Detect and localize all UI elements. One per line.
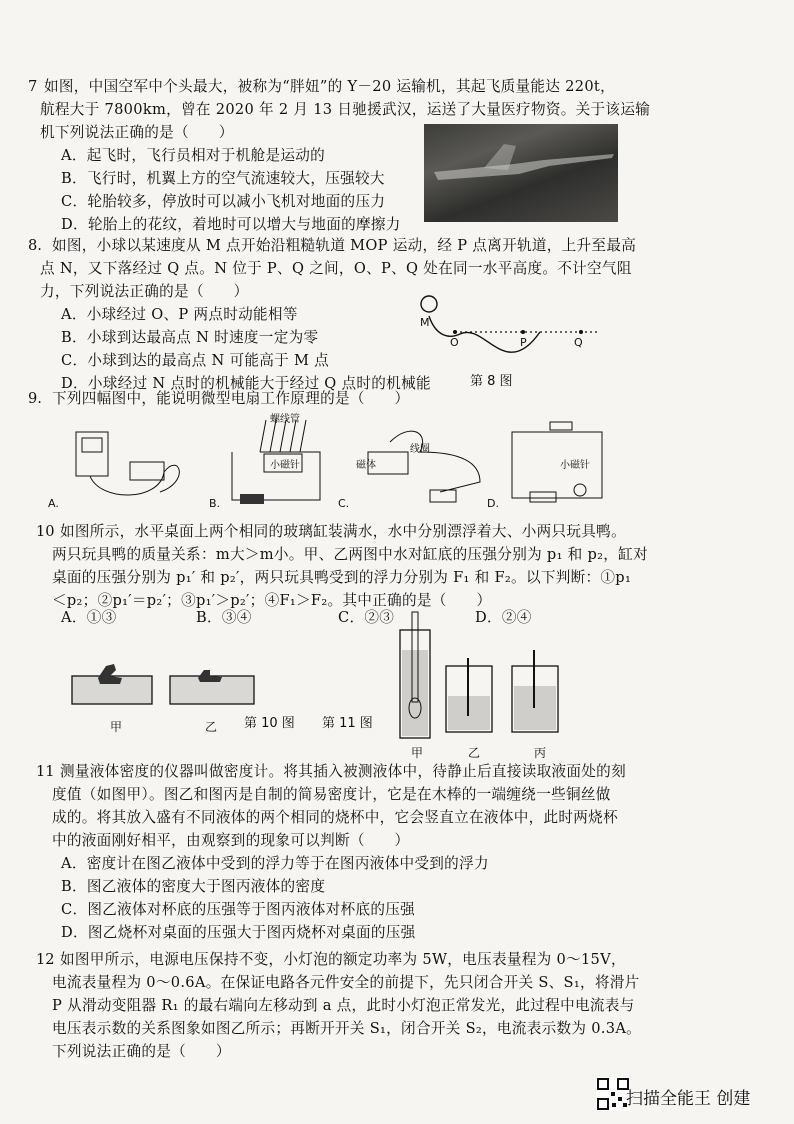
q10-line-3: 桌面的压强分别为 p₁′ 和 p₂′，两只玩具鸭受到的浮力分别为 F₁ 和 F₂。以下判断：①p₁ (52, 569, 632, 586)
q10-line-4: ＜p₂；②p₁′＝p₂′；③p₁′＞p₂′；④F₁＞F₂。其中正确的是（ ） (52, 592, 492, 609)
q8-line-1: 如图，小球以某速度从 M 点开始沿粗糙轨道 MOP 运动，经 P 点离开轨道，上升至最高 (52, 237, 637, 254)
q11-option-d: D．图乙烧杯对桌面的压强大于图丙烧杯对桌面的压强 (61, 924, 416, 941)
q9-number: 9. (28, 390, 42, 407)
q7-option-c: C．轮胎较多，停放时可以减小飞机对地面的压力 (61, 193, 386, 210)
q12-line-5: 下列说法正确的是（ ） (52, 1043, 231, 1060)
q9-text-solenoid: 螺线管 (270, 414, 300, 425)
q10-label-jia: 甲 (110, 720, 123, 734)
qr-code-icon (596, 1077, 630, 1111)
q7-line-1: 如图，中国空军中个头最大，被称为“胖妞”的 Y－20 运输机，其起飞质量能达 220t， (44, 78, 615, 95)
q7-line-2: 航程大于 7800km，曾在 2020 年 2 月 13 日驰援武汉，运送了大量医疗物资。关于该运输 (40, 101, 651, 118)
q8-number: 8. (28, 237, 42, 254)
q11-option-c: C．图乙液体对杯底的压强等于图丙液体对杯底的压强 (61, 901, 416, 918)
q10-option-b: B．③④ (196, 609, 252, 626)
q8-option-b: B．小球到达最高点 N 时速度一定为零 (61, 329, 319, 346)
q8-label-o: O (450, 336, 459, 349)
q9-label-d: D. (487, 497, 499, 510)
q9-text: 下列四幅图中，能说明微型电扇工作原理的是（ ） (52, 390, 410, 407)
q7-option-a: A．起飞时，飞行员相对于机舱是运动的 (61, 147, 326, 164)
transport-plane-photo (424, 124, 618, 222)
q12-number: 12 (36, 951, 55, 968)
q7-line-3: 机下列说法正确的是（ ） (40, 124, 234, 141)
q7-option-d: D．轮胎上的花纹，着地时可以增大与地面的摩擦力 (61, 216, 401, 233)
q10-option-d: D．②④ (475, 609, 532, 626)
q10-number: 10 (36, 523, 55, 540)
q9-text-needle-d: 小磁针 (560, 460, 590, 471)
scanner-watermark: 扫描全能王 创建 (626, 1089, 751, 1109)
q11-caption: 第 11 图 (322, 716, 373, 731)
q8-caption: 第 8 图 (470, 374, 513, 389)
q8-option-a: A．小球经过 O、P 两点时动能相等 (61, 306, 298, 323)
q12-line-2: 电流表量程为 0～0.6A。在保证电路各元件安全的前提下，先只闭合开关 S、S₁，将滑片 (52, 974, 640, 991)
q9-label-b: B. (209, 497, 221, 510)
q11-label-bing: 丙 (534, 746, 547, 760)
q9-text-needle-b: 小磁针 (270, 460, 300, 471)
q12-line-1: 如图甲所示，电源电压保持不变，小灯泡的额定功率为 5W，电压表量程为 0～15V， (60, 951, 626, 968)
q10-option-a: A．①③ (61, 609, 117, 626)
q8-line-3: 力，下列说法正确的是（ ） (40, 283, 249, 300)
q11-line-4: 中的液面刚好相平，由观察到的现象可以判断（ ） (52, 832, 410, 849)
q9-text-coil: 线圈 (410, 444, 430, 455)
q8-label-m: M (420, 316, 430, 329)
q10-line-1: 如图所示，水平桌面上两个相同的玻璃缸装满水，水中分别漂浮着大、小两只玩具鸭。 (60, 523, 626, 540)
q11-number: 11 (36, 763, 55, 780)
q7-option-b: B．飞行时，机翼上方的空气流速较大，压强较大 (61, 170, 385, 187)
q11-option-b: B．图乙液体的密度大于图丙液体的密度 (61, 878, 326, 895)
q9-label-a: A. (48, 497, 59, 510)
q11-line-1: 测量液体密度的仪器叫做密度计。将其插入被测液体中，待静止后直接读取液面处的刻 (60, 763, 626, 780)
q12-line-4: 电压表示数的关系图象如图乙所示；再断开开关 S₁，闭合开关 S₂，电流表示数为 0.3A。 (52, 1020, 642, 1037)
q9-text-magnet: 磁体 (356, 460, 376, 471)
q10-line-2: 两只玩具鸭的质量关系：m大＞m小。甲、乙两图中水对缸底的压强分别为 p₁ 和 p₂，缸对 (52, 546, 648, 563)
q10-caption: 第 10 图 (244, 716, 295, 731)
q12-line-3: P 从滑动变阻器 R₁ 的最右端向左移动到 a 点，此时小灯泡正常发光，此过程中电流表与 (52, 997, 635, 1014)
q11-line-3: 成的。将其放入盛有不同液体的两个相同的烧杯中，它会竖直立在液体中，此时两烧杯 (52, 809, 618, 826)
q10-tanks-figure (70, 660, 260, 710)
q11-option-a: A．密度计在图乙液体中受到的浮力等于在图丙液体中受到的浮力 (61, 855, 489, 872)
q8-label-p: P (520, 336, 527, 349)
plane-silhouette-icon (424, 124, 618, 222)
q8-line-2: 点 N，又下落经过 Q 点。N 位于 P、Q 之间，O、P、Q 处在同一水平高度。不计空气阻 (40, 260, 632, 277)
q8-label-q: Q (574, 336, 583, 349)
q10-label-yi: 乙 (205, 720, 218, 734)
q8-option-c: C．小球到达的最高点 N 可能高于 M 点 (61, 352, 330, 369)
q7-number: 7 (28, 78, 38, 95)
q10-option-c: C．②③ (338, 609, 395, 626)
q11-line-2: 度值（如图甲）。图乙和图丙是自制的简易密度计，它是在木棒的一端缠绕一些铜丝做 (52, 786, 611, 803)
q8-option-d: D．小球经过 N 点时的机械能大于经过 Q 点时的机械能 (61, 375, 431, 392)
q9-label-c: C. (338, 497, 350, 510)
q11-hydrometer-figures (396, 610, 576, 740)
q8-track-figure (415, 292, 615, 362)
q11-label-yi: 乙 (468, 746, 481, 760)
q11-label-jia: 甲 (411, 746, 424, 760)
